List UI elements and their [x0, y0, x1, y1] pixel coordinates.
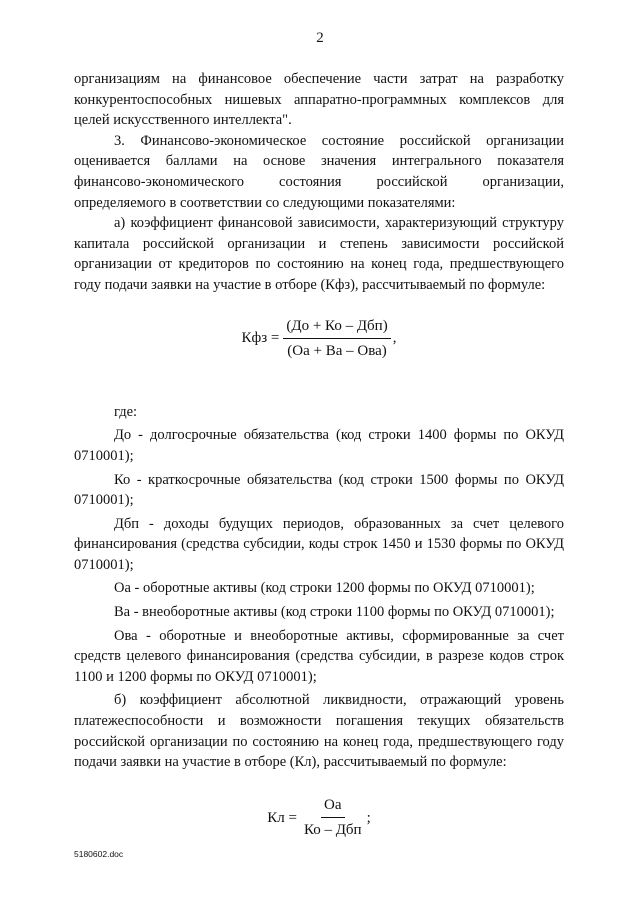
formula-kl-denominator: Ко – Дбп — [303, 822, 362, 839]
footer-file-name: 5180602.doc — [74, 849, 124, 859]
page-number: 2 — [316, 30, 324, 46]
definition-ova: Ова - оборотные и внеоборотные активы, сформированные за счет средств целевого финансирования (средства субсидии, в разрезе кодов строк 1100 и 1200 формы по ОКУД 0710001); — [74, 627, 564, 685]
paragraph-item-a: а) коэффициент финансовой зависимости, характеризующий структуру капитала российской организации и степень зависимости российской организации от кредиторов по состоянию на конец года, предшествующего году подачи заявки на участие в отборе (Кфз), рассчитываемый по формуле: — [74, 215, 564, 293]
paragraph-continuation: организациям на финансовое обеспечение части затрат на разработку конкурентоспособных нишевых аппаратно-программных комплексов для целей искусственного интеллекта". — [74, 71, 564, 129]
formula-kl-lhs: Кл = — [267, 809, 297, 826]
paragraph-item-b: б) коэффициент абсолютной ликвидности, отражающий уровень платежеспособности и возможности погашения текущих обязательств российской организации по состоянию на конец года, предшествующего году подачи заявки на участие в отборе (Кл), рассчитываемый по формуле: — [74, 692, 564, 771]
definition-oa: Оа - оборотные активы (код строки 1200 формы по ОКУД 0710001); — [114, 580, 535, 597]
document-body — [74, 69, 564, 859]
formula-kl — [74, 795, 564, 841]
formula-kl-numerator: Оа — [321, 795, 345, 819]
formula-kfz-denominator: (Оа + Ва – Ова) — [287, 343, 387, 360]
formula-kl-fraction — [301, 795, 365, 841]
paragraph-section-3: 3. Финансово-экономическое состояние российской организации оценивается баллами на основе значения интегрального показателя финансово-экономического состояния российской организации, определяемого в соответствии со следующими показателями: — [74, 132, 564, 211]
definition-va: Ва - внеоборотные активы (код строки 1100 формы по ОКУД 0710001); — [114, 604, 555, 621]
formula-kfz-fraction — [283, 316, 390, 362]
definition-dbp: Дбп - доходы будущих периодов, образованных за счет целевого финансирования (средства субсидии, коды строк 1450 и 1530 формы по ОКУД 0710001); — [74, 515, 564, 573]
formula-kfz-lhs: Кфз = — [241, 330, 280, 347]
where-label: где: — [114, 403, 138, 420]
definition-ko: Ко - краткосрочные обязательства (код строки 1500 формы по ОКУД 0710001); — [74, 471, 564, 509]
formula-kl-punctuation: ; — [366, 809, 371, 826]
formula-kfz-punctuation: , — [392, 330, 397, 347]
formula-kfz-numerator: (До + Ко – Дбп) — [283, 316, 390, 340]
definition-do: До - долгосрочные обязательства (код строки 1400 формы по ОКУД 0710001); — [74, 427, 564, 464]
formula-kfz — [74, 316, 564, 362]
